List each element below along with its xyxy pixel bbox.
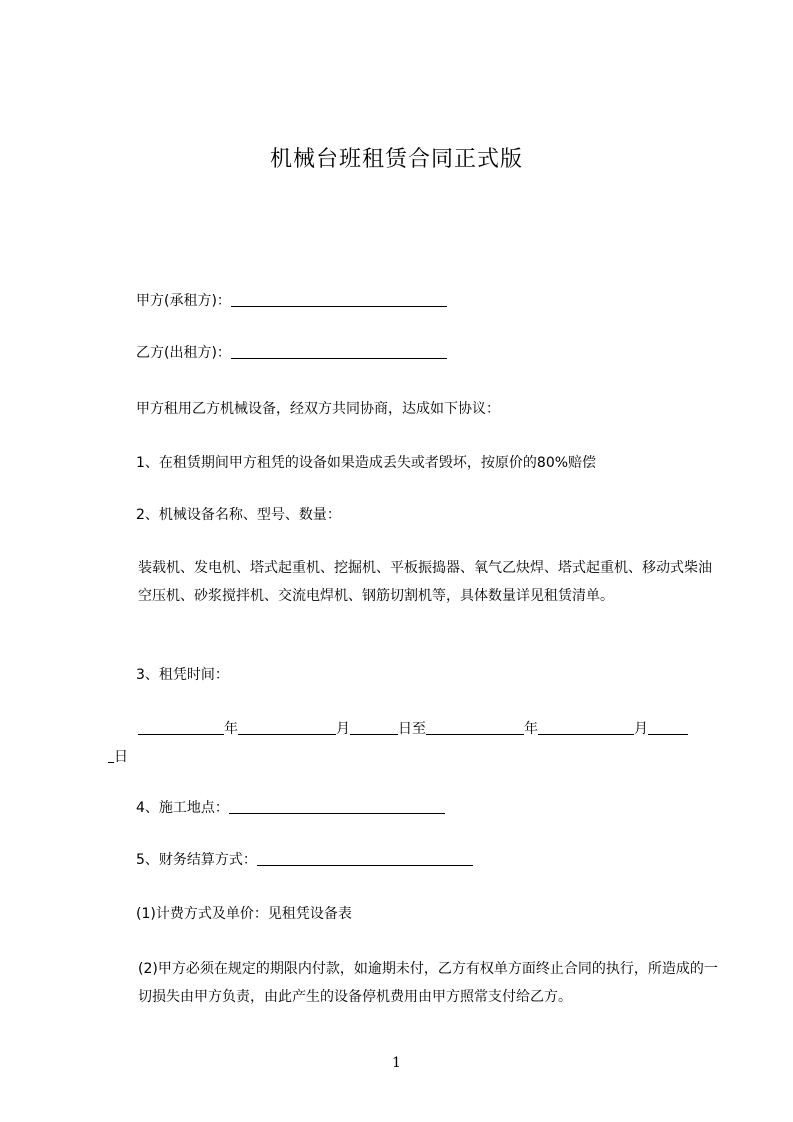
clause-4-line xyxy=(136,794,445,822)
clause-5-2: (2)甲方必须在规定的期限内付款，如逾期未付，乙方有权单方面终止合同的执行，所造成的一切损失由甲方负责，由此产生的设备停机费用由甲方照常支付给乙方。 xyxy=(138,961,718,1005)
month-label-2: 月 xyxy=(634,721,648,737)
clause-1: 1、在租赁期间甲方租凭的设备如果造成丢失或者毁坏，按原价的80%赔偿 xyxy=(136,455,597,471)
year-label-1: 年 xyxy=(224,721,238,737)
day-start-blank xyxy=(350,719,398,735)
document-title: 机械台班租赁合同正式版 xyxy=(269,147,523,172)
party-b-line xyxy=(136,339,447,367)
equipment-text: 装载机、发电机、塔式起重机、挖掘机、平板振捣器、氧气乙炔焊、塔式起重机、移动式柴油空压机、砂浆搅拌机、交流电焊机、钢筋切割机等，具体数量详见租赁清单。 xyxy=(138,560,712,604)
year-start-blank xyxy=(138,719,224,735)
rental-period xyxy=(108,715,718,771)
equipment-paragraph xyxy=(108,554,718,610)
clause-5-1: (1)计费方式及单价：见租凭设备表 xyxy=(136,906,352,922)
page-number: 1 xyxy=(392,1055,401,1071)
day-end-label: 日 xyxy=(114,749,128,765)
party-a-label: 甲方(承租方)： xyxy=(136,293,231,309)
month-start-blank xyxy=(238,719,336,735)
intro-paragraph: 甲方租用乙方机械设备，经双方共同协商，达成如下协议： xyxy=(136,401,500,417)
clause-5-label: 5、财务结算方式： xyxy=(136,852,257,868)
clause-3: 3、租凭时间： xyxy=(136,667,229,683)
clause-4-label: 4、施工地点： xyxy=(136,800,229,816)
day-to-label: 日至 xyxy=(398,721,426,737)
day-end-blank-part1 xyxy=(648,719,688,735)
year-label-2: 年 xyxy=(524,721,538,737)
clause-5-2-paragraph xyxy=(108,955,718,1011)
party-b-blank xyxy=(231,343,447,359)
party-a-line xyxy=(136,287,447,315)
clause-5-line xyxy=(136,846,473,874)
clause-2: 2、机械设备名称、型号、数量： xyxy=(136,507,341,523)
year-end-blank xyxy=(426,719,524,735)
site-blank xyxy=(229,798,445,814)
party-b-label: 乙方(出租方)： xyxy=(136,345,231,361)
settlement-blank xyxy=(257,850,473,866)
party-a-blank xyxy=(231,291,447,307)
month-end-blank xyxy=(538,719,634,735)
month-label-1: 月 xyxy=(336,721,350,737)
